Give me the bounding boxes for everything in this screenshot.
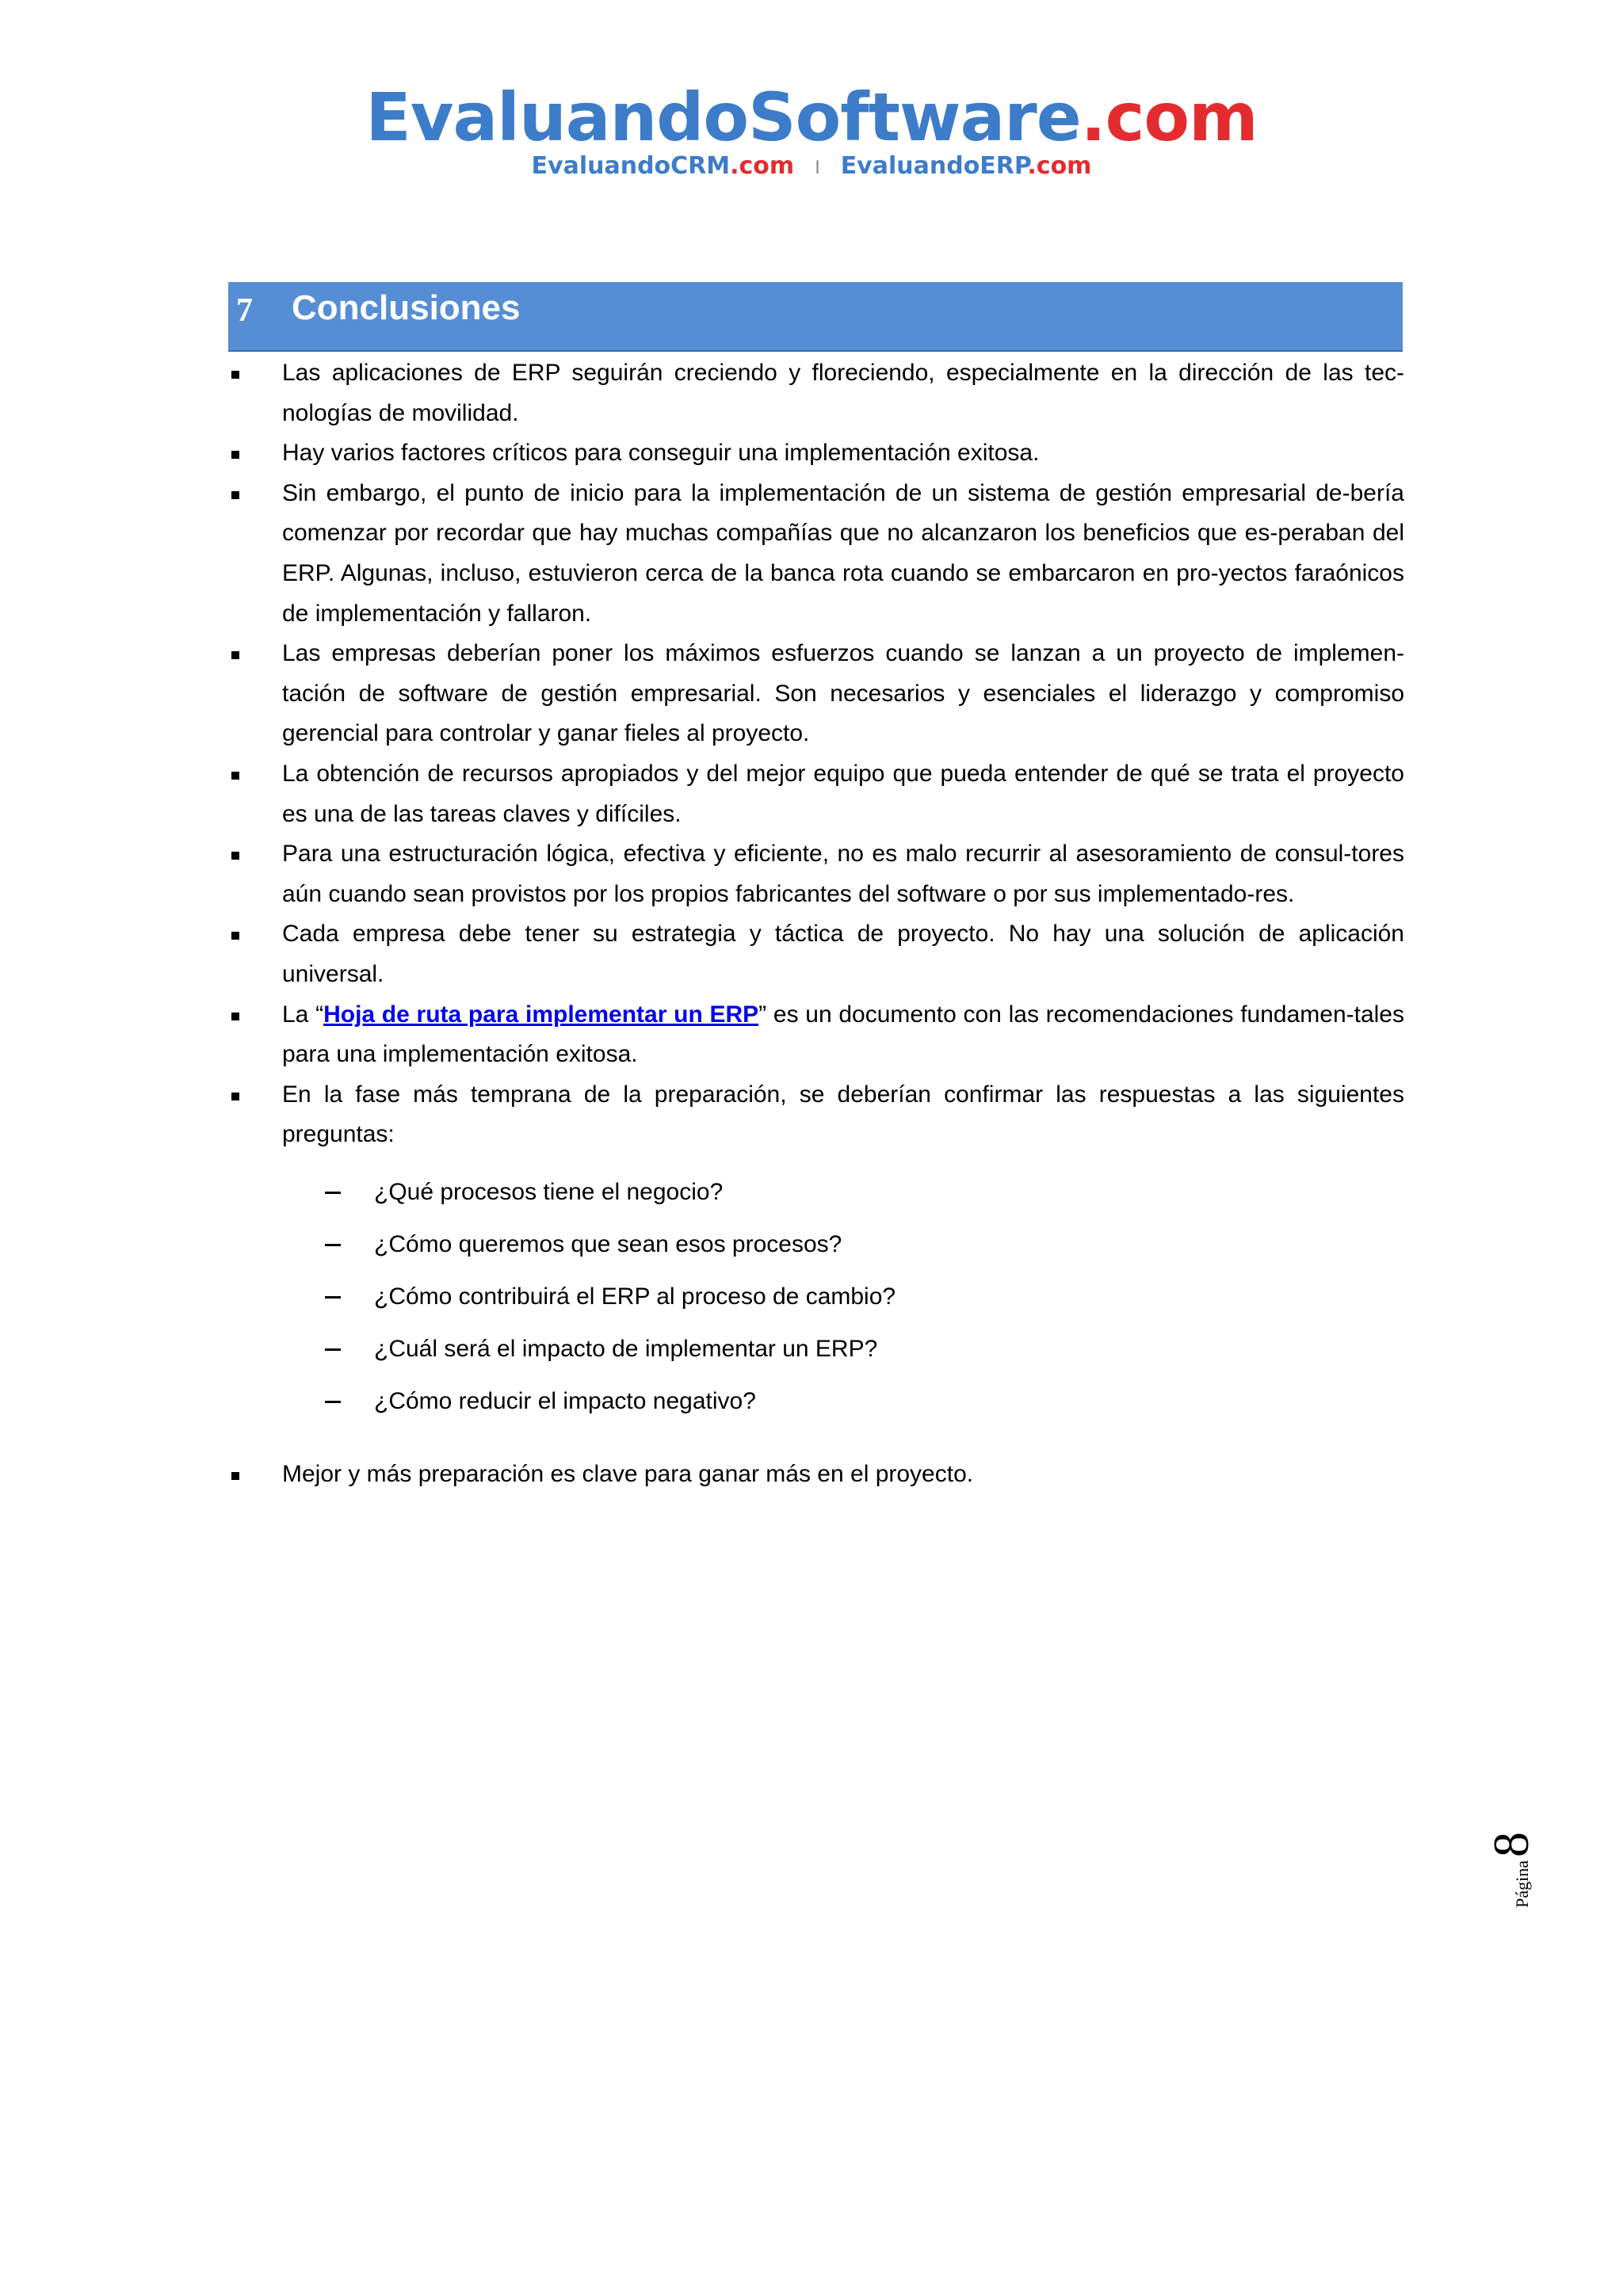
bullet-square-icon <box>231 932 239 940</box>
site-logo <box>0 78 1623 183</box>
dash-icon <box>325 1192 341 1194</box>
question-text: ¿Cómo contribuirá el ERP al proceso de cambio? <box>374 1283 896 1310</box>
question-item <box>282 1166 1404 1219</box>
list-item <box>228 834 1404 914</box>
section-number: 7 <box>236 292 253 329</box>
bullet-square-icon <box>231 1472 239 1480</box>
bullet-square-icon <box>231 1013 239 1020</box>
logo-sub-right: EvaluandoERP <box>840 152 1028 180</box>
list-item-text: La obtención de recursos apropiados y del mejor equipo que pueda entender de qué se trata el proyecto es una de las tareas claves y difíciles. <box>282 760 1404 827</box>
logo-main-name: EvaluandoSoftware <box>365 78 1081 156</box>
dash-icon <box>325 1296 341 1299</box>
dash-icon <box>325 1244 341 1246</box>
question-item <box>282 1323 1404 1375</box>
bullet-square-icon <box>231 1093 239 1100</box>
logo-sub-left-com: .com <box>730 152 795 180</box>
list-item <box>228 754 1404 834</box>
dash-icon <box>325 1348 341 1351</box>
logo-sub-left: EvaluandoCRM <box>531 152 731 180</box>
list-item <box>228 353 1404 433</box>
list-item <box>228 914 1404 994</box>
bullet-square-icon <box>231 772 239 780</box>
list-item-text: Cada empresa debe tener su estrategia y táctica de proyecto. No hay una solución de aplicación universal. <box>282 921 1404 987</box>
bullet-square-icon <box>231 371 239 379</box>
question-item <box>282 1271 1404 1323</box>
list-item-text: Para una estructuración lógica, efectiva y eficiente, no es malo recurrir al asesoramiento de consul-tores aún cuando sean provistos por los propios fabricantes del software o por sus implementado-res. <box>282 841 1404 907</box>
section-heading <box>228 282 1403 352</box>
question-item <box>282 1219 1404 1271</box>
question-text: ¿Cómo queremos que sean esos procesos? <box>374 1230 842 1257</box>
page-word: Página <box>1512 1860 1532 1908</box>
section-title: Conclusiones <box>292 288 521 327</box>
question-text: ¿Cuál será el impacto de implementar un ERP? <box>374 1335 878 1362</box>
list-item <box>228 634 1404 754</box>
page-number-label <box>1482 1832 1541 1908</box>
list-item <box>228 433 1404 474</box>
bullet-square-icon <box>231 451 239 459</box>
logo-separator: I <box>815 158 820 178</box>
logo-subtitle <box>0 152 1623 183</box>
list-item-text: Mejor y más preparación es clave para ganar más en el proyecto. <box>282 1460 974 1487</box>
bullet-square-icon <box>231 651 239 659</box>
roadmap-link[interactable]: Hoja de ruta para implementar un ERP <box>323 1001 759 1028</box>
list-item-text: Las aplicaciones de ERP seguirán creciendo y floreciendo, especialmente en la dirección de las tec-nologías de movilidad. <box>282 360 1404 426</box>
list-item <box>228 474 1404 634</box>
document-body <box>228 353 1404 1494</box>
list-item-text: ” es un documento con las recomendaciones fundamen-tales para una implementación exitosa. <box>282 1001 1404 1068</box>
list-item <box>228 1075 1404 1428</box>
list-item-text: Las empresas deberían poner los máximos esfuerzos cuando se lanzan a un proyecto de implemen-tación de software de gestión empresarial. Son necesarios y esenciales el liderazgo y compromiso gerencial para controlar y ganar fieles al proyecto. <box>282 640 1404 747</box>
list-item-text: En la fase más temprana de la preparación, se deberían confirmar las respuestas a las siguientes preguntas: <box>282 1081 1404 1148</box>
questions-list <box>282 1166 1404 1428</box>
bullet-square-icon <box>231 491 239 499</box>
dash-icon <box>325 1401 341 1403</box>
logo-main-text <box>0 78 1623 157</box>
logo-main-com: .com <box>1080 78 1258 156</box>
logo-sub-right-com: .com <box>1027 152 1092 180</box>
bullet-square-icon <box>231 852 239 860</box>
conclusions-list <box>228 353 1404 1494</box>
list-item-text: La “ <box>282 1001 324 1028</box>
question-text: ¿Cómo reducir el impacto negativo? <box>374 1387 756 1414</box>
list-item-text: Sin embargo, el punto de inicio para la implementación de un sistema de gestión empresarial de-bería comenzar por recordar que hay muchas compañías que no alcanzaron los beneficios que es-peraban del ERP. Algunas, incluso, estuvieron cerca de la banca rota cuando se embarcaron en pro-yectos faraónicos de implementación y fallaron. <box>282 479 1404 627</box>
list-item-text: Hay varios factores críticos para conseguir una implementación exitosa. <box>282 440 1040 467</box>
list-item <box>228 1455 1404 1495</box>
question-text: ¿Qué procesos tiene el negocio? <box>374 1178 724 1205</box>
page-number: 8 <box>1483 1832 1539 1858</box>
list-item <box>228 995 1404 1075</box>
question-item <box>282 1375 1404 1428</box>
